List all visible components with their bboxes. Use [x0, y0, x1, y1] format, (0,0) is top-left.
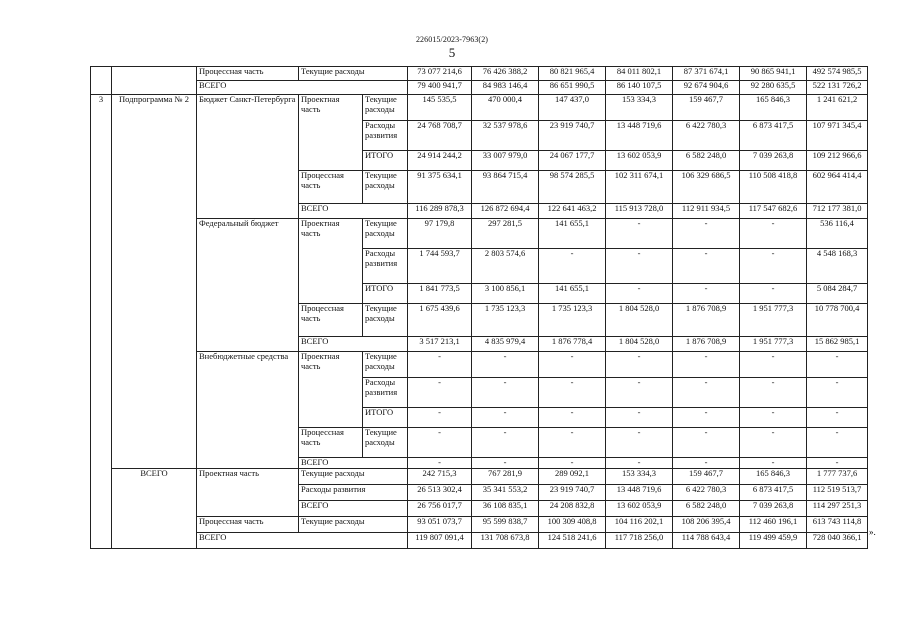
value-cell: - — [740, 352, 807, 378]
source-spb-name: Бюджет Санкт-Петербурга — [197, 95, 299, 219]
project-total-label: ВСЕГО — [299, 501, 408, 517]
value-cell: 1 241 621,2 — [807, 95, 868, 121]
source-federal-name: Федеральный бюджет — [197, 219, 299, 352]
value-cell: 7 039 263,8 — [740, 501, 807, 517]
value-cell: 119 807 091,4 — [408, 533, 472, 549]
value-cell: 112 911 934,5 — [673, 204, 740, 219]
value-cell: - — [673, 378, 740, 408]
table-row — [91, 67, 868, 81]
value-cell: - — [472, 458, 539, 469]
value-cell: 6 582 248,0 — [673, 501, 740, 517]
value-cell: - — [606, 408, 673, 428]
value-cell: 145 535,5 — [408, 95, 472, 121]
value-cell: - — [740, 428, 807, 458]
process-part-label: Процессная часть — [299, 304, 363, 337]
source-total-label: ВСЕГО — [299, 337, 408, 352]
value-cell: 13 448 719,6 — [606, 485, 673, 501]
value-cell: 13 602 053,9 — [606, 151, 673, 171]
current-expenses-label: Текущие расходы — [363, 219, 408, 249]
table-row — [91, 517, 868, 533]
value-cell: 289 092,1 — [539, 469, 606, 485]
value-cell: 728 040 366,1 — [807, 533, 868, 549]
value-cell: 297 281,5 — [472, 219, 539, 249]
subtotal-label: ИТОГО — [363, 408, 408, 428]
value-cell: 97 179,8 — [408, 219, 472, 249]
value-cell: 4 835 979,4 — [472, 337, 539, 352]
value-cell: - — [539, 408, 606, 428]
value-cell: - — [673, 219, 740, 249]
current-expenses-label: Текущие расходы — [299, 469, 408, 485]
value-cell: - — [539, 249, 606, 284]
value-cell: 119 499 459,9 — [740, 533, 807, 549]
value-cell: 98 574 285,5 — [539, 171, 606, 204]
value-cell: 522 131 726,2 — [807, 81, 868, 95]
project-part-label: Проектная часть — [197, 469, 299, 517]
value-cell: 6 422 780,3 — [673, 485, 740, 501]
development-expenses-label: Расходы развития — [363, 249, 408, 284]
program-cell — [112, 67, 197, 95]
value-cell: - — [606, 249, 673, 284]
value-cell: 32 537 978,6 — [472, 121, 539, 151]
value-cell: - — [673, 352, 740, 378]
value-cell: 114 788 643,4 — [673, 533, 740, 549]
value-cell: 115 913 728,0 — [606, 204, 673, 219]
value-cell: - — [472, 428, 539, 458]
value-cell: 131 708 673,8 — [472, 533, 539, 549]
value-cell: 106 329 686,5 — [673, 171, 740, 204]
value-cell: 1 675 439,6 — [408, 304, 472, 337]
value-cell: 153 334,3 — [606, 469, 673, 485]
value-cell: 107 971 345,4 — [807, 121, 868, 151]
subprogram-number: 3 — [91, 95, 112, 549]
value-cell: 116 289 878,3 — [408, 204, 472, 219]
value-cell: 112 460 196,1 — [740, 517, 807, 533]
value-cell: - — [807, 352, 868, 378]
value-cell: 4 548 168,3 — [807, 249, 868, 284]
value-cell: 73 077 214,6 — [408, 67, 472, 81]
value-cell: 117 718 256,0 — [606, 533, 673, 549]
value-cell: 23 919 740,7 — [539, 121, 606, 151]
value-cell: 242 715,3 — [408, 469, 472, 485]
value-cell: 26 756 017,7 — [408, 501, 472, 517]
value-cell: 1 735 123,3 — [472, 304, 539, 337]
budget-table — [90, 66, 868, 549]
value-cell: 92 280 635,5 — [740, 81, 807, 95]
value-cell: - — [606, 458, 673, 469]
current-expenses-label: Текущие расходы — [299, 517, 408, 533]
value-cell: - — [539, 352, 606, 378]
process-part-label: Процессная часть — [299, 171, 363, 204]
value-cell: 6 873 417,5 — [740, 485, 807, 501]
value-cell: 36 108 835,1 — [472, 501, 539, 517]
value-cell: 24 914 244,2 — [408, 151, 472, 171]
document-number: 226015/2023-7963(2) — [415, 35, 489, 44]
value-cell: 492 574 985,5 — [807, 67, 868, 81]
value-cell: 6 582 248,0 — [673, 151, 740, 171]
development-expenses-label: Расходы развития — [299, 485, 408, 501]
value-cell: 15 862 985,1 — [807, 337, 868, 352]
value-cell: - — [472, 352, 539, 378]
value-cell: - — [673, 408, 740, 428]
value-cell: 122 641 463,2 — [539, 204, 606, 219]
number-cell — [91, 67, 112, 95]
value-cell: 10 778 700,4 — [807, 304, 868, 337]
current-expenses-label: Текущие расходы — [363, 428, 408, 458]
table-row — [91, 81, 868, 95]
value-cell: 92 674 904,6 — [673, 81, 740, 95]
value-cell: 24 208 832,8 — [539, 501, 606, 517]
value-cell: 124 518 241,6 — [539, 533, 606, 549]
value-cell: - — [740, 458, 807, 469]
value-cell: 159 467,7 — [673, 95, 740, 121]
value-cell: - — [408, 352, 472, 378]
value-cell: - — [606, 352, 673, 378]
value-cell: 470 000,4 — [472, 95, 539, 121]
table-row — [91, 533, 868, 549]
value-cell: - — [807, 378, 868, 408]
value-cell: 147 437,0 — [539, 95, 606, 121]
value-cell: 93 864 715,4 — [472, 171, 539, 204]
value-cell: 7 039 263,8 — [740, 151, 807, 171]
value-cell: - — [472, 408, 539, 428]
value-cell: - — [740, 249, 807, 284]
value-cell: 26 513 302,4 — [408, 485, 472, 501]
value-cell: 159 467,7 — [673, 469, 740, 485]
subprogram-name: Подпрограмма № 2 — [112, 95, 197, 469]
value-cell: 112 519 513,7 — [807, 485, 868, 501]
value-cell: 1 804 528,0 — [606, 337, 673, 352]
project-part-label: Проектная часть — [299, 352, 363, 428]
value-cell: - — [408, 458, 472, 469]
value-cell: 104 116 202,1 — [606, 517, 673, 533]
value-cell: - — [807, 408, 868, 428]
project-part-label: Проектная часть — [299, 95, 363, 171]
value-cell: - — [539, 458, 606, 469]
row-label: Процессная часть — [197, 67, 299, 81]
value-cell: 2 803 574,6 — [472, 249, 539, 284]
value-cell: 712 177 381,0 — [807, 204, 868, 219]
value-cell: 79 400 941,7 — [408, 81, 472, 95]
value-cell: 153 334,3 — [606, 95, 673, 121]
process-part-label: Процессная часть — [197, 517, 299, 533]
value-cell: 126 872 694,4 — [472, 204, 539, 219]
value-cell: 6 422 780,3 — [673, 121, 740, 151]
value-cell: - — [606, 219, 673, 249]
value-cell: 1 876 708,9 — [673, 337, 740, 352]
value-cell: 165 846,3 — [740, 469, 807, 485]
value-cell: 536 116,4 — [807, 219, 868, 249]
process-part-label: Процессная часть — [299, 428, 363, 458]
value-cell: 165 846,3 — [740, 95, 807, 121]
value-cell: 24 768 708,7 — [408, 121, 472, 151]
value-cell: 1 744 593,7 — [408, 249, 472, 284]
value-cell: 109 212 966,6 — [807, 151, 868, 171]
source-offbudget-name: Внебюджетные средства — [197, 352, 299, 469]
value-cell: 117 547 682,6 — [740, 204, 807, 219]
current-expenses-label: Текущие расходы — [363, 95, 408, 121]
value-cell: 1 841 773,5 — [408, 284, 472, 304]
value-cell: - — [740, 408, 807, 428]
value-cell: - — [673, 249, 740, 284]
source-total-label: ВСЕГО — [299, 204, 408, 219]
value-cell: 90 865 941,1 — [740, 67, 807, 81]
value-cell: - — [807, 428, 868, 458]
value-cell: 100 309 408,8 — [539, 517, 606, 533]
value-cell: - — [408, 408, 472, 428]
value-cell: - — [740, 219, 807, 249]
value-cell: 93 051 073,7 — [408, 517, 472, 533]
value-cell: 102 311 674,1 — [606, 171, 673, 204]
table-row — [91, 219, 868, 249]
value-cell: 95 599 838,7 — [472, 517, 539, 533]
value-cell: 33 007 979,0 — [472, 151, 539, 171]
value-cell: 1 777 737,6 — [807, 469, 868, 485]
value-cell: - — [606, 378, 673, 408]
subtotal-label: ИТОГО — [363, 151, 408, 171]
value-cell: 84 011 802,1 — [606, 67, 673, 81]
value-cell: 1 876 708,9 — [673, 304, 740, 337]
subtotal-label: ИТОГО — [363, 284, 408, 304]
value-cell: 5 084 284,7 — [807, 284, 868, 304]
value-cell: 613 743 114,8 — [807, 517, 868, 533]
current-expenses-label: Текущие расходы — [363, 171, 408, 204]
value-cell: - — [807, 458, 868, 469]
value-cell: 114 297 251,3 — [807, 501, 868, 517]
value-cell: - — [539, 378, 606, 408]
value-cell: 1 951 777,3 — [740, 304, 807, 337]
value-cell: - — [740, 378, 807, 408]
value-cell: 1 804 528,0 — [606, 304, 673, 337]
value-cell: 6 873 417,5 — [740, 121, 807, 151]
value-cell: 87 371 674,1 — [673, 67, 740, 81]
value-cell: 84 983 146,4 — [472, 81, 539, 95]
value-cell: - — [472, 378, 539, 408]
value-cell: 35 341 553,2 — [472, 485, 539, 501]
value-cell: 3 517 213,1 — [408, 337, 472, 352]
row-label: ВСЕГО — [197, 81, 408, 95]
value-cell: - — [606, 284, 673, 304]
value-cell: - — [539, 428, 606, 458]
page-number: 5 — [448, 45, 456, 60]
value-cell: 24 067 177,7 — [539, 151, 606, 171]
value-cell: 108 206 395,4 — [673, 517, 740, 533]
value-cell: 1 735 123,3 — [539, 304, 606, 337]
table-row — [91, 95, 868, 121]
value-cell: 23 919 740,7 — [539, 485, 606, 501]
value-cell: - — [606, 428, 673, 458]
subprogram-total-label: ВСЕГО — [112, 469, 197, 549]
value-cell: 13 448 719,6 — [606, 121, 673, 151]
closing-quote-mark: ». — [869, 527, 876, 537]
value-cell: 1 876 778,4 — [539, 337, 606, 352]
value-cell: 602 964 414,4 — [807, 171, 868, 204]
value-cell: - — [673, 458, 740, 469]
row-label: Текущие расходы — [299, 67, 408, 81]
value-cell: 141 655,1 — [539, 284, 606, 304]
grand-total-label: ВСЕГО — [197, 533, 408, 549]
value-cell: 86 140 107,5 — [606, 81, 673, 95]
development-expenses-label: Расходы развития — [363, 121, 408, 151]
value-cell: 110 508 418,8 — [740, 171, 807, 204]
value-cell: 13 602 053,9 — [606, 501, 673, 517]
value-cell: - — [740, 284, 807, 304]
value-cell: 1 951 777,3 — [740, 337, 807, 352]
table-row — [91, 469, 868, 485]
value-cell: 80 821 965,4 — [539, 67, 606, 81]
value-cell: 141 655,1 — [539, 219, 606, 249]
value-cell: 3 100 856,1 — [472, 284, 539, 304]
value-cell: - — [408, 378, 472, 408]
value-cell: 76 426 388,2 — [472, 67, 539, 81]
current-expenses-label: Текущие расходы — [363, 352, 408, 378]
current-expenses-label: Текущие расходы — [363, 304, 408, 337]
value-cell: - — [673, 428, 740, 458]
source-total-label: ВСЕГО — [299, 458, 408, 469]
value-cell: 91 375 634,1 — [408, 171, 472, 204]
value-cell: - — [673, 284, 740, 304]
development-expenses-label: Расходы развития — [363, 378, 408, 408]
value-cell: 86 651 990,5 — [539, 81, 606, 95]
value-cell: 767 281,9 — [472, 469, 539, 485]
table-row — [91, 352, 868, 378]
value-cell: - — [408, 428, 472, 458]
project-part-label: Проектная часть — [299, 219, 363, 304]
